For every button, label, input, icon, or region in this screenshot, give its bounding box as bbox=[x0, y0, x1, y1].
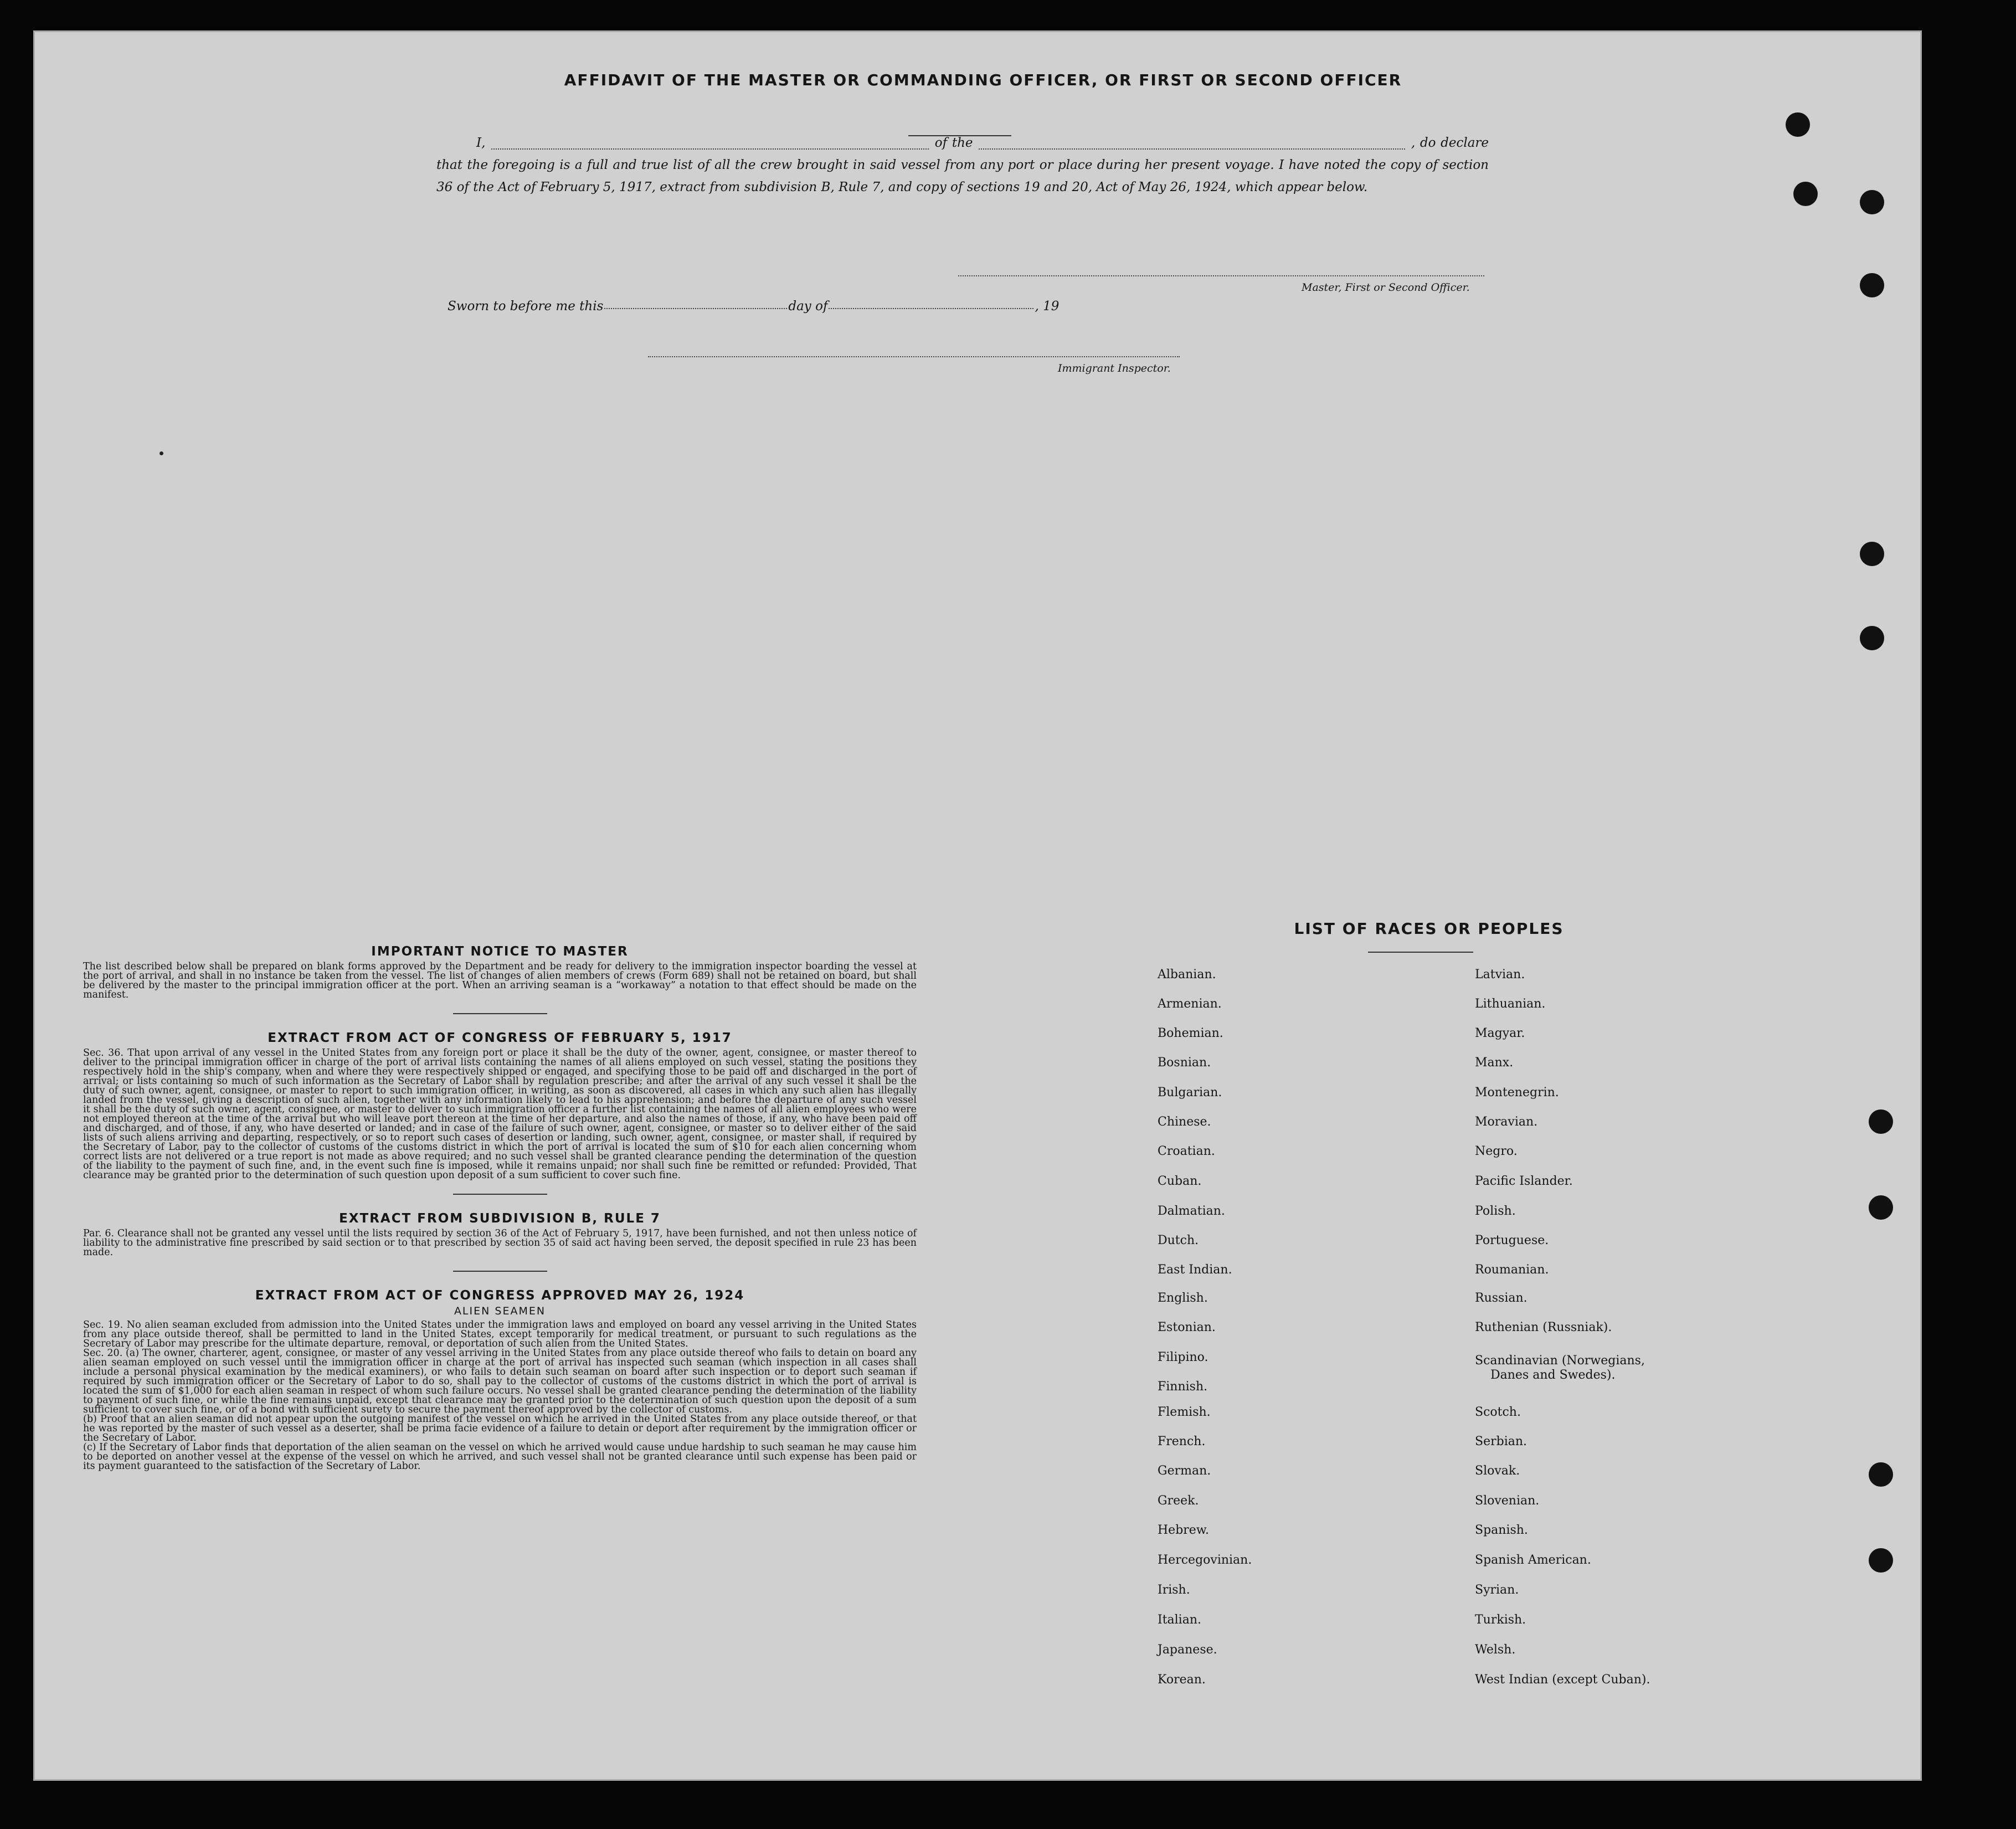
affidavit-of-the: of the bbox=[934, 136, 973, 150]
sworn-year: , 19 bbox=[1035, 299, 1060, 314]
race-left: East Indian. bbox=[1158, 1263, 1232, 1277]
race-right: Spanish. bbox=[1475, 1523, 1528, 1537]
race-right: Roumanian. bbox=[1475, 1263, 1549, 1277]
race-left: Japanese. bbox=[1158, 1643, 1217, 1657]
rule7-title: EXTRACT FROM SUBDIVISION B, RULE 7 bbox=[339, 1211, 661, 1226]
race-right-continued: Danes and Swedes). bbox=[1490, 1368, 1616, 1382]
separator bbox=[453, 1013, 547, 1014]
race-left: Korean. bbox=[1158, 1673, 1206, 1687]
sec19-text: Sec. 19. No alien seaman excluded from admission into the United States under the immigration laws and employed on board any vessel arriving in the United States from any place outside thereof, shall be permitted to land in the United States, except temporarily for medical treatment, or pursuant to such regulations as the Secretary of Labor may prescribe for the ultimate departure, removal, or deportation of such alien from the United States. bbox=[83, 1319, 917, 1349]
race-right: Magyar. bbox=[1475, 1026, 1525, 1040]
extract-1917-text: Sec. 36. That upon arrival of any vessel in the United States from any foreign port or place it shall be the duty of the owner, agent, consignee, or master thereof to deliver to the principal immigration officer in charge of the port of arrival lists containing the names of all aliens employed on such vessel, stating the positions they respectively hold in the ship's company, when and where they were respectively shipped or engaged, and specifying those to be paid off and discharged in the port of arrival; or lists containing so much of such information as the Secretary of Labor shall by regulation prescribe; and after the arrival of any such vessel it shall be the duty of such owner, agent, consignee, or master to report to such immigration officer, in writing, as soon as discovered, all cases in which any such alien has illegally landed from the vessel, giving a description of such alien, together with any information likely to lead to his apprehension; and before the departure of any such vessel it shall be the duty of such owner, agent, consignee, or master to deliver to such immigration officer a further list containing the names of all alien employees who were not employed thereon at the time of the arrival but who will leave port thereon at the time of her departure, and also the names of those, if any, who have been paid off and discharged, and of those, if any, who have deserted or landed; and in case of the failure of such owner, agent, consignee, or master so to deliver either of the said lists of such aliens arriving and departing, respectively, or so to report such cases of desertion or landing, such owner, agent, consignee, or master shall, if required by the Secretary of Labor, pay to the collector of customs of the customs district in which the port of arrival is located the sum of $10 for each alien concerning whom correct lists are not delivered or a true report is not made as above required; and no such vessel shall be granted clearance pending the determination of the question of the liability to the payment of such fine, and, in the event such fine is imposed, while it remains unpaid; nor shall such fine be remitted or refunded: Provided, That clearance may be granted prior to the determination of such question upon deposit of a sum sufficient to cover such fine. bbox=[83, 1047, 917, 1181]
race-left: Albanian. bbox=[1158, 968, 1216, 982]
race-left: German. bbox=[1158, 1464, 1211, 1478]
race-left: English. bbox=[1158, 1291, 1208, 1305]
race-right: Turkish. bbox=[1475, 1613, 1526, 1627]
punch-hole bbox=[1869, 1548, 1893, 1573]
sworn-line bbox=[448, 299, 1059, 314]
race-right: Slovak. bbox=[1475, 1464, 1520, 1478]
separator bbox=[453, 1194, 547, 1195]
race-right: Slovenian. bbox=[1475, 1494, 1540, 1508]
race-right: Montenegrin. bbox=[1475, 1086, 1559, 1100]
vessel-blank[interactable] bbox=[979, 148, 1405, 150]
races-title: LIST OF RACES OR PEOPLES bbox=[1294, 919, 1564, 938]
race-left: Cuban. bbox=[1158, 1174, 1202, 1188]
race-left: Estonian. bbox=[1158, 1321, 1216, 1334]
race-left: Greek. bbox=[1158, 1494, 1199, 1508]
race-right: Polish. bbox=[1475, 1204, 1516, 1218]
master-caption: Master, First or Second Officer. bbox=[1302, 281, 1470, 294]
inspector-signature-line[interactable] bbox=[648, 356, 1180, 357]
race-right: Portuguese. bbox=[1475, 1234, 1549, 1247]
affidavit-body bbox=[436, 132, 1489, 198]
race-left: Dutch. bbox=[1158, 1234, 1199, 1247]
race-left: Chinese. bbox=[1158, 1115, 1211, 1129]
race-right: Spanish American. bbox=[1475, 1553, 1591, 1567]
punch-hole bbox=[1860, 542, 1884, 566]
separator bbox=[453, 1271, 547, 1272]
punch-hole bbox=[1860, 190, 1884, 214]
race-right: Welsh. bbox=[1475, 1643, 1516, 1657]
race-right: Pacific Islander. bbox=[1475, 1174, 1573, 1188]
punch-hole bbox=[1786, 112, 1810, 137]
race-right: Manx. bbox=[1475, 1056, 1514, 1070]
sworn-month-blank[interactable] bbox=[829, 308, 1033, 309]
race-right: Scotch. bbox=[1475, 1405, 1521, 1419]
alien-seamen-subtitle: ALIEN SEAMEN bbox=[454, 1305, 546, 1317]
legal-extracts bbox=[83, 944, 917, 1471]
races-title-rule bbox=[1368, 952, 1473, 953]
master-signature-line[interactable] bbox=[958, 275, 1484, 276]
race-left: French. bbox=[1158, 1435, 1206, 1448]
race-right: Serbian. bbox=[1475, 1435, 1528, 1448]
sec20a-text: Sec. 20. (a) The owner, charterer, agent, consignee, or master of any vessel arriving in the United States from any place outside thereof who fails to detain on board any alien seaman employed on such vessel until the immigration officer in charge at the port of arrival has inspected such seaman (which inspection in all cases shall include a personal physical examination by the medical examiners), or who fails to detain such seaman on board after such inspection or to deport such seaman if required by such immigration officer or the Secretary of Labor to do so, shall pay to the collector of customs of the customs district in which the port of arrival is located the sum of $1,000 for each alien seaman in respect of whom such failure occurs. No vessel shall be granted clearance pending the determination of the liability to payment of such fine, or while the fine remains unpaid, except that clearance may be granted prior to the determination of such question upon the deposit of a sum sufficient to cover such fine, or of a bond with sufficient surety to secure the payment thereof approved by the collector of customs. bbox=[83, 1348, 917, 1415]
extract-1917-title: EXTRACT FROM ACT OF CONGRESS OF FEBRUARY 5, 1917 bbox=[268, 1031, 732, 1045]
extract-1924-title: EXTRACT FROM ACT OF CONGRESS APPROVED MAY 26, 1924 bbox=[255, 1288, 745, 1303]
race-left: Filipino. bbox=[1158, 1350, 1208, 1364]
sworn-prefix: Sworn to before me this bbox=[448, 299, 604, 314]
punch-hole bbox=[1869, 1195, 1893, 1220]
race-left: Flemish. bbox=[1158, 1405, 1211, 1419]
sworn-day-label: day of bbox=[788, 299, 828, 314]
ink-speck bbox=[160, 451, 163, 455]
race-right: Ruthenian (Russniak). bbox=[1475, 1321, 1612, 1334]
race-left: Hercegovinian. bbox=[1158, 1553, 1252, 1567]
name-blank[interactable] bbox=[491, 148, 929, 150]
race-left: Finnish. bbox=[1158, 1380, 1208, 1394]
race-left: Bosnian. bbox=[1158, 1056, 1211, 1070]
affidavit-declare: , do declare bbox=[1411, 136, 1489, 150]
race-left: Italian. bbox=[1158, 1613, 1201, 1627]
punch-hole bbox=[1869, 1462, 1893, 1487]
affidavit-statement: that the foregoing is a full and true list of all the crew brought in said vessel from any port or place during her present voyage. I have noted the copy of section 36 of the Act of February 5, 1917, extract from subdivision B, Rule 7, and copy of sections 19 and 20, Act of May 26, 1924, which appear below. bbox=[436, 158, 1489, 194]
race-right: Russian. bbox=[1475, 1291, 1528, 1305]
race-right: Latvian. bbox=[1475, 968, 1525, 982]
punch-hole bbox=[1869, 1109, 1893, 1134]
document-page bbox=[33, 30, 1922, 1781]
notice-text: The list described below shall be prepared on blank forms approved by the Department and be ready for delivery to the immigration inspector boarding the vessel at the port of arrival, and shall in no instance be taken from the vessel. The list of changes of alien members of crews (Form 689) shall not be retained on board, but shall be delivered by the master to the principal immigration officer at the port. When an arriving seaman is a “workaway” a notation to that effect should be made on the manifest. bbox=[83, 961, 917, 1000]
race-right: Negro. bbox=[1475, 1144, 1518, 1158]
race-right: Lithuanian. bbox=[1475, 997, 1546, 1011]
rule7-text: Par. 6. Clearance shall not be granted any vessel until the lists required by section 36 of the Act of February 5, 1917, have been furnished, and not then unless notice of liability to the administrative fine prescribed by said section or to that prescribed by section 35 of said act having been served, the deposit specified in rule 23 has been made. bbox=[83, 1228, 917, 1258]
race-left: Croatian. bbox=[1158, 1144, 1215, 1158]
sworn-day-blank[interactable] bbox=[604, 308, 787, 309]
race-left: Armenian. bbox=[1158, 997, 1222, 1011]
race-right: Moravian. bbox=[1475, 1115, 1538, 1129]
race-right: Scandinavian (Norwegians, bbox=[1475, 1354, 1645, 1368]
punch-hole bbox=[1860, 273, 1884, 297]
race-left: Bohemian. bbox=[1158, 1026, 1223, 1040]
race-left: Bulgarian. bbox=[1158, 1086, 1222, 1100]
race-left: Irish. bbox=[1158, 1583, 1190, 1597]
punch-hole bbox=[1860, 626, 1884, 650]
notice-title: IMPORTANT NOTICE TO MASTER bbox=[371, 944, 629, 959]
race-right: Syrian. bbox=[1475, 1583, 1519, 1597]
punch-hole bbox=[1793, 182, 1818, 206]
affidavit-i: I, bbox=[476, 136, 486, 150]
race-right: West Indian (except Cuban). bbox=[1475, 1673, 1650, 1687]
sec20b-text: (b) Proof that an alien seaman did not appear upon the outgoing manifest of the vessel on which he arrived in the United States from any place outside thereof, or that he was reported by the master of such vessel as a deserter, shall be prima facie evidence of a failure to detain or deport after requirement by the immigration officer or the Secretary of Labor. bbox=[83, 1414, 917, 1443]
sec20c-text: (c) If the Secretary of Labor finds that deportation of the alien seaman on the vessel on which he arrived would cause undue hardship to such seaman he may cause him to be deported on another vessel at the expense of the vessel on which he arrived, and such vessel shall not be granted clearance until such expense has been paid or its payment guaranteed to the satisfaction of the Secretary of Labor. bbox=[83, 1442, 917, 1472]
inspector-caption: Immigrant Inspector. bbox=[1058, 362, 1171, 374]
race-left: Dalmatian. bbox=[1158, 1204, 1225, 1218]
race-left: Hebrew. bbox=[1158, 1523, 1210, 1537]
affidavit-title: AFFIDAVIT OF THE MASTER OR COMMANDING OFFICER, OR FIRST OR SECOND OFFICER bbox=[564, 71, 1402, 89]
